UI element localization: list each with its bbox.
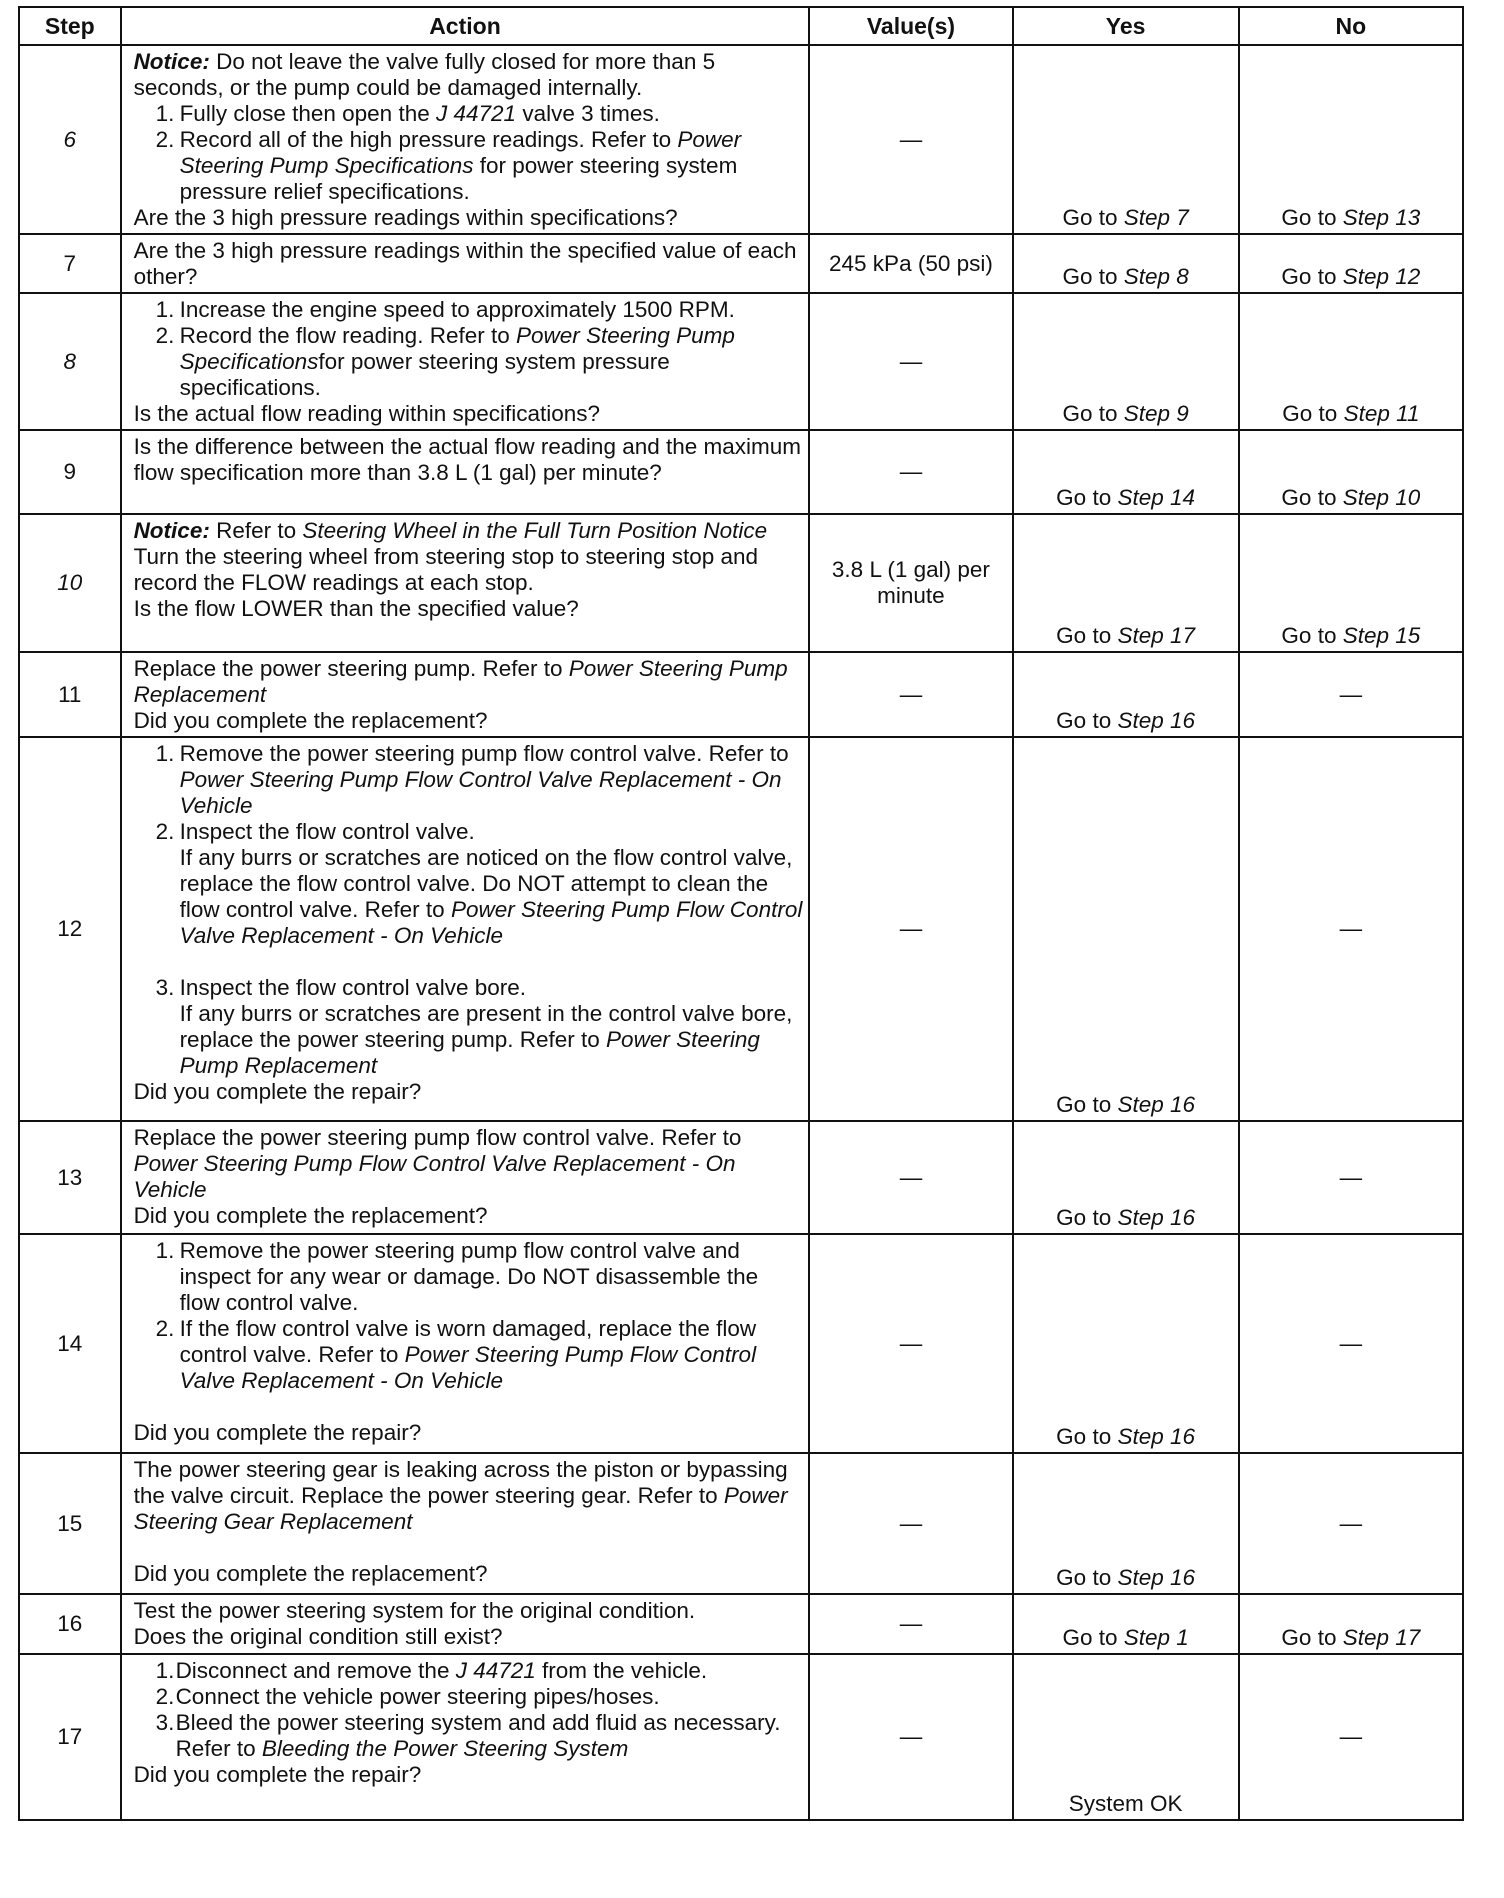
action-cell [121, 1654, 810, 1820]
notice-label: Notice: [133, 49, 210, 74]
step-number: 9 [19, 430, 121, 514]
action-cell: Notice: Refer to Steering Wheel in the Full Turn Position Notice Turn the steering wheel from steering stop to steering stop and record the FLOW readings at each stop. Is the flow LOWER than the specified value? [121, 514, 810, 652]
question: Are the 3 high pressure readings within the specified value of each other? [133, 238, 797, 289]
no-cell: — [1239, 1654, 1463, 1820]
step-number: 7 [19, 234, 121, 293]
header-action: Action [121, 7, 810, 45]
list-item: 3. Inspect the flow control valve bore. If any burrs or scratches are present in the control valve bore, replace the power steering pump. Refer to Power Steering Pump Replacement [155, 975, 793, 1078]
notice-text: Do not leave the valve fully closed for more than 5 seconds, or the pump could be damaged internally. [133, 49, 716, 100]
list-item: 1. Remove the power steering pump flow control valve and inspect for any wear or damage. Do NOT disassemble the flow control valve. [155, 1238, 759, 1315]
step-number: 17 [19, 1654, 121, 1820]
table-row [19, 293, 1463, 430]
header-values: Value(s) [809, 7, 1012, 45]
no-cell: Go to Step 15 [1239, 514, 1463, 652]
step-number: 8 [19, 293, 121, 430]
yes-cell: Go to Step 16 [1013, 1234, 1239, 1453]
value-cell: 3.8 L (1 gal) per minute [809, 514, 1012, 652]
value-cell: — [809, 737, 1012, 1121]
question: Did you complete the repair? [133, 1079, 422, 1104]
no-cell: Go to Step 12 [1239, 234, 1463, 293]
table-row [19, 234, 1463, 293]
question: Did you complete the repair? [133, 1420, 422, 1445]
action-cell: Replace the power steering pump. Refer to Power Steering Pump Replacement Did you complete the replacement? [121, 652, 810, 737]
action-cell [121, 1234, 810, 1453]
question: Did you complete the replacement? [133, 1561, 488, 1586]
list-item: 2. Record all of the high pressure readings. Refer to Power Steering Pump Specifications for power steering system pressure relief specifications. [155, 127, 742, 204]
header-yes: Yes [1013, 7, 1239, 45]
value-cell: — [809, 430, 1012, 514]
table-row [19, 652, 1463, 737]
system-ok-text: System OK [1068, 1791, 1183, 1816]
action-cell: The power steering gear is leaking across the piston or bypassing the valve circuit. Replace the power steering gear. Refer to Power Steering Gear Replacement Did you complete the replacement? [121, 1453, 810, 1594]
value-cell: — [809, 1594, 1012, 1654]
step-number: 16 [19, 1594, 121, 1654]
action-cell [121, 45, 810, 234]
table-row [19, 737, 1463, 1121]
value-cell: — [809, 45, 1012, 234]
yes-cell [1013, 45, 1239, 234]
action-cell: Replace the power steering pump flow control valve. Refer to Power Steering Pump Flow Control Valve Replacement - On Vehicle Did you complete the replacement? [121, 1121, 810, 1234]
value-cell: 245 kPa (50 psi) [809, 234, 1012, 293]
list-item: 1. Increase the engine speed to approximately 1500 RPM. [155, 297, 735, 322]
diagnostic-table [18, 6, 1464, 1821]
table-row [19, 1121, 1463, 1234]
yes-cell: Go to Step 9 [1013, 293, 1239, 430]
list-item: 2. If the flow control valve is worn damaged, replace the flow control valve. Refer to Power Steering Pump Flow Control Valve Replacement - On Vehicle [155, 1316, 757, 1393]
value-cell: — [809, 652, 1012, 737]
step-number: 10 [19, 514, 121, 652]
yes-cell: Go to Step 8 [1013, 234, 1239, 293]
list-item: 1. Remove the power steering pump flow control valve. Refer to Power Steering Pump Flow Control Valve Replacement - On Vehicle [155, 741, 789, 818]
list-item: 1. Fully close then open the J 44721 valve 3 times. [155, 101, 660, 126]
question: Did you complete the replacement? [133, 708, 488, 733]
action-cell: Test the power steering system for the original condition. Does the original condition still exist? [121, 1594, 810, 1654]
list-item: 2. Connect the vehicle power steering pipes/hoses. [155, 1684, 660, 1709]
value-cell: — [809, 1121, 1012, 1234]
yes-cell: Go to Step 1 [1013, 1594, 1239, 1654]
yes-cell: Go to Step 16 [1013, 1121, 1239, 1234]
yes-cell [1013, 1654, 1239, 1820]
header-no: No [1239, 7, 1463, 45]
table-row [19, 1594, 1463, 1654]
question: Is the difference between the actual flow reading and the maximum flow specification more than 3.8 L (1 gal) per minute? [133, 434, 802, 485]
value-cell: — [809, 1453, 1012, 1594]
table-row [19, 1453, 1463, 1594]
yes-cell: Go to Step 17 [1013, 514, 1239, 652]
no-cell [1239, 45, 1463, 234]
list-item: 2. Record the flow reading. Refer to Power Steering Pump Specificationsfor power steering system pressure specifications. [155, 323, 735, 400]
step-number: 11 [19, 652, 121, 737]
no-cell: — [1239, 1234, 1463, 1453]
question: Are the 3 high pressure readings within specifications? [133, 205, 678, 230]
no-cell: — [1239, 1121, 1463, 1234]
table-row [19, 1234, 1463, 1453]
value-cell: — [809, 1234, 1012, 1453]
question: Is the actual flow reading within specifications? [133, 401, 601, 426]
no-cell: — [1239, 737, 1463, 1121]
header-step: Step [19, 7, 121, 45]
value-cell: — [809, 293, 1012, 430]
no-cell: Go to Step 17 [1239, 1594, 1463, 1654]
table-row [19, 514, 1463, 652]
question: Did you complete the replacement? [133, 1203, 488, 1228]
question: Is the flow LOWER than the specified value? [133, 596, 579, 621]
step-number: 12 [19, 737, 121, 1121]
yes-cell: Go to Step 16 [1013, 737, 1239, 1121]
no-cell: — [1239, 652, 1463, 737]
list-item: 1. Disconnect and remove the J 44721 from the vehicle. [155, 1658, 708, 1683]
step-number: 6 [19, 45, 121, 234]
yes-cell: Go to Step 16 [1013, 652, 1239, 737]
action-cell [121, 737, 810, 1121]
yes-goto: Go to Step 7 [1062, 205, 1189, 230]
table-row [19, 1654, 1463, 1820]
no-cell: Go to Step 10 [1239, 430, 1463, 514]
notice-label: Notice: [133, 518, 210, 543]
header-row [19, 7, 1463, 45]
list-item: 3. Bleed the power steering system and add fluid as necessary. Refer to Bleeding the Power Steering System [155, 1710, 781, 1761]
value-cell: — [809, 1654, 1012, 1820]
no-cell: — [1239, 1453, 1463, 1594]
table-row [19, 430, 1463, 514]
action-cell [121, 234, 810, 293]
yes-cell: Go to Step 14 [1013, 430, 1239, 514]
action-cell [121, 430, 810, 514]
question: Did you complete the repair? [133, 1762, 422, 1787]
action-cell [121, 293, 810, 430]
list-item: 2. Inspect the flow control valve. If any burrs or scratches are noticed on the flow control valve, replace the flow control valve. Do NOT attempt to clean the flow control valve. Refer to Power Steering Pump Flow Control Valve Replacement - On Vehicle [155, 819, 803, 948]
no-goto: Go to Step 13 [1281, 205, 1421, 230]
yes-cell: Go to Step 16 [1013, 1453, 1239, 1594]
no-cell: Go to Step 11 [1239, 293, 1463, 430]
step-number: 15 [19, 1453, 121, 1594]
step-number: 14 [19, 1234, 121, 1453]
table-row [19, 45, 1463, 234]
question: Does the original condition still exist? [133, 1624, 503, 1649]
step-number: 13 [19, 1121, 121, 1234]
